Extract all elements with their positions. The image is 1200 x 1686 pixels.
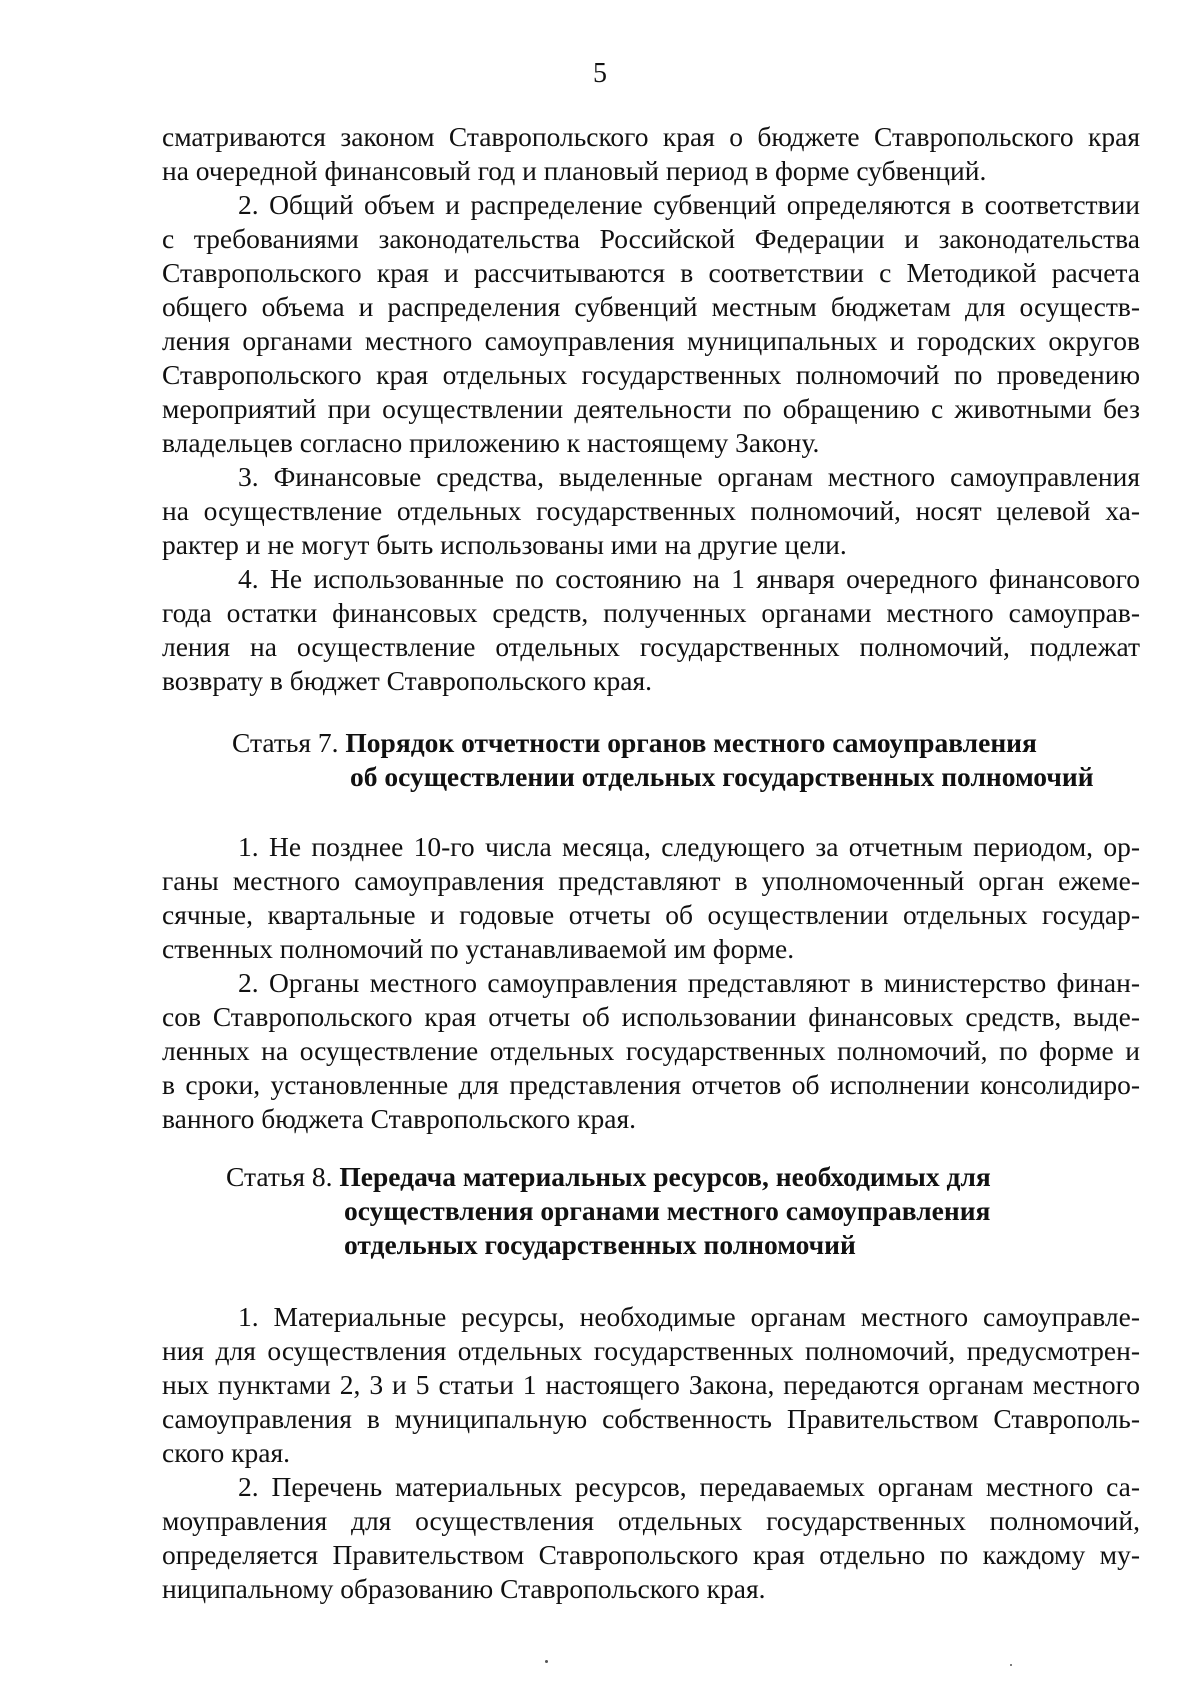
text-line: ванного бюджета Ставропольского края.	[162, 1103, 637, 1134]
text-line: 2. Органы местного самоуправления представляют в министерство финан-	[238, 967, 1140, 998]
article-7-heading-cont	[350, 760, 1094, 794]
text-line: на осуществление отдельных государственных полномочий, носят целевой ха-	[162, 495, 1140, 526]
text-line: ского края.	[162, 1437, 290, 1468]
text-line: определяется Правительством Ставропольского края отдельно по каждому му-	[162, 1539, 1140, 1570]
scan-speck	[545, 1660, 548, 1663]
article-8-title: Передача материальных ресурсов, необходимых для	[339, 1161, 991, 1192]
text-line: ниципальному образованию Ставропольского края.	[162, 1573, 766, 1604]
text-line: на очередной финансовый год и плановый период в форме субвенций.	[162, 155, 987, 186]
article-8-heading	[226, 1160, 991, 1194]
text-line: мероприятий при осуществлении деятельности по обращению с животными без	[162, 393, 1140, 424]
page-number: 5	[593, 58, 607, 89]
text-line: Ставропольского края отдельных государственных полномочий по проведению	[162, 359, 1140, 390]
scan-speck	[1010, 1664, 1012, 1666]
text-line: 2. Перечень материальных ресурсов, передаваемых органам местного са-	[238, 1471, 1140, 1502]
article-8-title: отдельных государственных полномочий	[344, 1229, 856, 1260]
text-line: общего объема и распределения субвенций местным бюджетам для осуществ-	[162, 291, 1140, 322]
text-line: ленных на осуществление отдельных государственных полномочий, по форме и	[162, 1035, 1140, 1066]
text-line: ганы местного самоуправления представляют в уполномоченный орган ежеме-	[162, 865, 1140, 896]
text-line: владельцев согласно приложению к настоящему Закону.	[162, 427, 820, 458]
text-line: в сроки, установленные для представления отчетов об исполнении консолидиро-	[162, 1069, 1140, 1100]
text-line: рактер и не могут быть использованы ими на другие цели.	[162, 529, 847, 560]
text-line: сов Ставропольского края отчеты об использовании финансовых средств, выде-	[162, 1001, 1140, 1032]
text-line: 2. Общий объем и распределение субвенций определяются в соответствии	[238, 189, 1140, 220]
text-line: ственных полномочий по устанавливаемой им форме.	[162, 933, 795, 964]
article-8-heading-cont	[344, 1228, 856, 1262]
text-line: сматриваются законом Ставропольского края о бюджете Ставропольского края	[162, 121, 1140, 152]
article-7-label: Статья 7.	[232, 727, 339, 758]
article-8-label: Статья 8.	[226, 1161, 333, 1192]
text-line: моуправления для осуществления отдельных государственных полномочий,	[162, 1505, 1140, 1536]
text-line: самоуправления в муниципальную собственность Правительством Ставрополь-	[162, 1403, 1140, 1434]
text-line: 4. Не использованные по состоянию на 1 января очередного финансового	[238, 563, 1140, 594]
text-line: года остатки финансовых средств, полученных органами местного самоуправ-	[162, 597, 1140, 628]
text-line: ния для осуществления отдельных государственных полномочий, предусмотрен-	[162, 1335, 1140, 1366]
text-line: с требованиями законодательства Российской Федерации и законодательства	[162, 223, 1140, 254]
text-line: 1. Материальные ресурсы, необходимые органам местного самоуправле-	[238, 1301, 1140, 1332]
text-line: сячные, квартальные и годовые отчеты об осуществлении отдельных государ-	[162, 899, 1140, 930]
article-7-heading	[232, 726, 1037, 760]
text-line: ных пунктами 2, 3 и 5 статьи 1 настоящего Закона, передаются органам местного	[162, 1369, 1140, 1400]
article-7-title: об осуществлении отдельных государственных полномочий	[350, 761, 1094, 792]
text-line: ления на осуществление отдельных государственных полномочий, подлежат	[162, 631, 1140, 662]
text-line: 1. Не позднее 10-го числа месяца, следующего за отчетным периодом, ор-	[238, 831, 1140, 862]
text-line: ления органами местного самоуправления муниципальных и городских округов	[162, 325, 1140, 356]
text-line: возврату в бюджет Ставропольского края.	[162, 665, 653, 696]
article-8-title: осуществления органами местного самоуправления	[344, 1195, 991, 1226]
article-8-heading-cont	[344, 1194, 990, 1228]
text-line: Ставропольского края и рассчитываются в соответствии с Методикой расчета	[162, 257, 1140, 288]
text-line: 3. Финансовые средства, выделенные органам местного самоуправления	[238, 461, 1140, 492]
article-7-title: Порядок отчетности органов местного самоуправления	[345, 727, 1037, 758]
